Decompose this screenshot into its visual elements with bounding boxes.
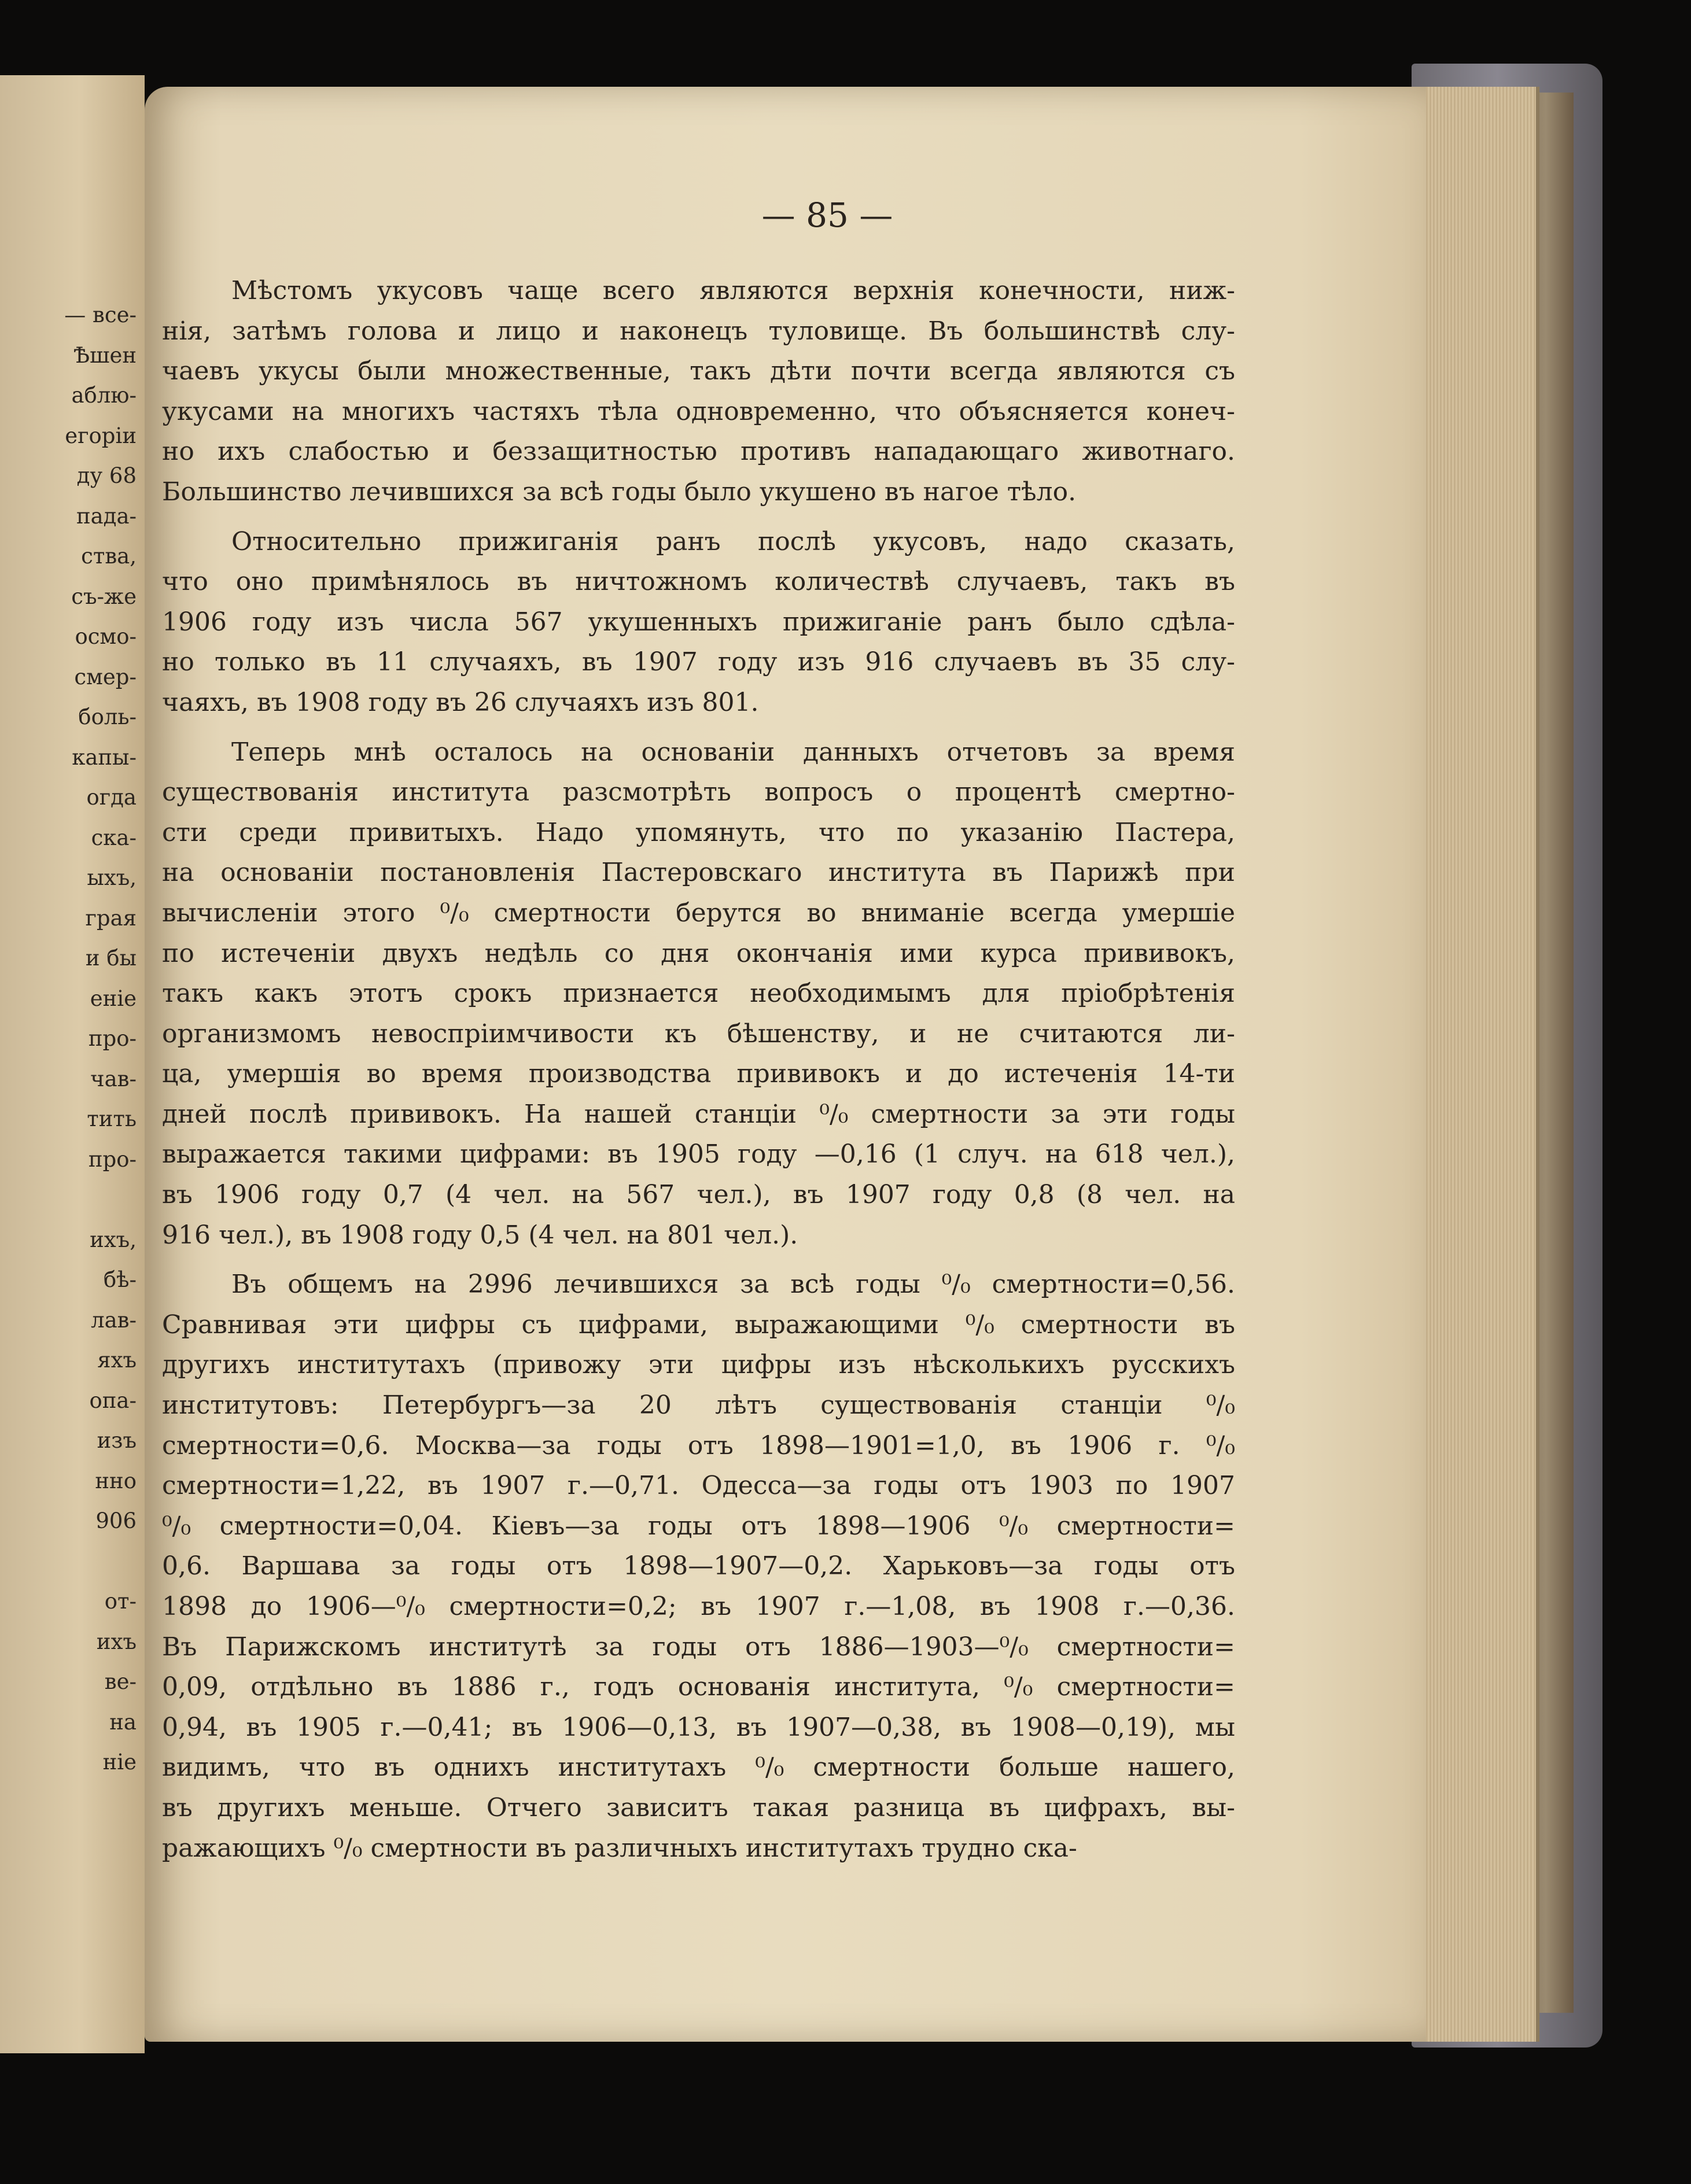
text-line: смертности=1,22, въ 1907 г.—0,71. Одесса—за годы отъ 1903 по 1907 [162, 1471, 1235, 1501]
book-page [145, 87, 1426, 2042]
paragraph-gap [162, 723, 1235, 732]
facing-page-text [3, 295, 137, 1783]
facing-page-line: и бы [85, 946, 137, 971]
paragraph [162, 732, 1235, 1256]
facing-page-line: от- [104, 1589, 137, 1614]
facing-page-line: яхъ [97, 1348, 137, 1373]
text-line: 916 чел.), въ 1908 году 0,5 (4 чел. на 801 чел.). [162, 1220, 798, 1250]
facing-page-line: егоріи [65, 423, 137, 448]
facing-page-line: ихъ [96, 1629, 137, 1654]
text-line: Мѣстомъ укусовъ чаще всего являются верхнія конечности, ниж- [231, 276, 1235, 305]
text-line: 0,94, въ 1905 г.—0,41; въ 1906—0,13, въ 1907—0,38, въ 1908—0,19), мы [162, 1712, 1235, 1742]
facing-page-line: осмо- [75, 624, 137, 649]
page-fore-edge [1420, 87, 1539, 2042]
facing-page-line: огда [86, 785, 137, 810]
facing-page-line: нно [95, 1468, 137, 1493]
text-line: видимъ, что въ однихъ институтахъ ⁰/₀ смертности больше нашего, [162, 1753, 1235, 1783]
facing-page-line: ихъ, [90, 1227, 137, 1252]
text-line: смертности=0,6. Москва—за годы отъ 1898—1901=1,0, въ 1906 г. ⁰/₀ [162, 1430, 1235, 1460]
facing-page-line: ства, [81, 544, 137, 569]
text-line: чаевъ укусы были множественные, такъ дѣти почти всегда являются съ [162, 356, 1235, 386]
facing-page-line: пада- [76, 503, 137, 529]
text-line: такъ какъ этотъ срокъ признается необходимымъ для пріобрѣтенія [162, 979, 1235, 1009]
text-line: ца, умершія во время производства прививокъ и до истеченія 14-ти [162, 1059, 1235, 1089]
text-line: ⁰/₀ смертности=0,04. Кіевъ—за годы отъ 1898—1906 ⁰/₀ смертности= [162, 1511, 1235, 1541]
facing-page-line: изъ [97, 1428, 137, 1453]
text-line: по истеченіи двухъ недѣль со дня окончанія ими курса прививокъ, [162, 938, 1235, 968]
facing-page-line: смер- [74, 664, 137, 689]
text-line: существованія института разсмотрѣть вопросъ о процентѣ смертно- [162, 777, 1235, 807]
text-line: на основаніи постановленія Пастеровскаго института въ Парижѣ при [162, 858, 1235, 888]
paragraph-gap [162, 1255, 1235, 1264]
paragraph [162, 1264, 1235, 1868]
text-line: сти среди привитыхъ. Надо упомянуть, что по указанію Пастера, [162, 817, 1235, 847]
facing-page-line: капы- [72, 744, 137, 770]
facing-page-line: ыхъ, [87, 865, 137, 890]
paragraph [162, 522, 1235, 723]
facing-page-line: ска- [91, 825, 137, 850]
facing-page-line: боль- [78, 704, 137, 729]
facing-page-line: ніе [102, 1750, 137, 1774]
text-line: организмомъ невоспріимчивости къ бѣшенству, и не считаются ли- [162, 1019, 1235, 1049]
facing-page-line: бѣ- [103, 1267, 137, 1292]
text-line: Большинство лечившихся за всѣ годы было укушено въ нагое тѣло. [162, 477, 1077, 507]
facing-page-line: аблю- [71, 383, 137, 408]
facing-page-line: съ-же [71, 584, 137, 609]
text-line: вычисленіи этого ⁰/₀ смертности берутся во вниманіе всегда умершіе [162, 898, 1235, 928]
text-line: 0,6. Варшава за годы отъ 1898—1907—0,2. Харьковъ—за годы отъ [162, 1551, 1235, 1581]
page-body [162, 271, 1235, 1868]
text-line: другихъ институтахъ (привожу эти цифры изъ нѣсколькихъ русскихъ [162, 1350, 1235, 1380]
facing-page-line: на [109, 1709, 137, 1735]
text-line: Сравнивая эти цифры съ цифрами, выражающими ⁰/₀ смертности въ [162, 1309, 1235, 1340]
text-line: выражается такими цифрами: въ 1905 году —0,16 (1 случ. на 618 чел.), [162, 1139, 1235, 1170]
facing-page-line: еніе [90, 986, 137, 1011]
text-line: нія, затѣмъ голова и лицо и наконецъ туловище. Въ большинствѣ слу- [162, 316, 1235, 346]
facing-page-line [3, 1541, 137, 1582]
facing-page [0, 75, 145, 2053]
text-line: ражающихъ ⁰/₀ смертности въ различныхъ институтахъ трудно ска- [162, 1833, 1077, 1863]
text-line: въ 1906 году 0,7 (4 чел. на 567 чел.), въ 1907 году 0,8 (8 чел. на [162, 1180, 1235, 1210]
facing-page-line: про- [88, 1146, 137, 1172]
text-line: но ихъ слабостью и беззащитностью противъ нападающаго животнаго. [162, 437, 1235, 467]
facing-page-line [3, 1179, 137, 1220]
facing-page-line: грая [85, 905, 137, 931]
text-line: 1898 до 1906—⁰/₀ смертности=0,2; въ 1907 г.—1,08, въ 1908 г.—0,36. [162, 1592, 1235, 1621]
text-line: чаяхъ, въ 1908 году въ 26 случаяхъ изъ 801. [162, 687, 759, 717]
paragraph [162, 271, 1235, 512]
facing-page-line: тить [87, 1106, 137, 1131]
facing-page-line: ду 68 [76, 463, 137, 488]
facing-page-line: опа- [89, 1388, 137, 1413]
text-line: но только въ 11 случаяхъ, въ 1907 году изъ 916 случаевъ въ 35 слу- [162, 647, 1235, 677]
text-line: Въ Парижскомъ институтѣ за годы отъ 1886—1903—⁰/₀ смертности= [162, 1632, 1235, 1662]
text-line: дней послѣ прививокъ. На нашей станціи ⁰/₀ смертности за эти годы [162, 1099, 1235, 1129]
text-line: 0,09, отдѣльно въ 1886 г., годъ основанія института, ⁰/₀ смертности= [162, 1672, 1235, 1702]
text-line: укусами на многихъ частяхъ тѣла одновременно, что объясняется конеч- [162, 396, 1235, 426]
text-line: 1906 году изъ числа 567 укушенныхъ прижиганіе ранъ было сдѣла- [162, 607, 1235, 637]
text-line: въ другихъ меньше. Отчего зависитъ такая разница въ цифрахъ, вы- [162, 1792, 1235, 1823]
facing-page-line: чав- [90, 1066, 137, 1091]
facing-page-line: ве- [104, 1669, 137, 1694]
page-number: — 85 — [761, 195, 893, 235]
paragraph-gap [162, 512, 1235, 522]
text-line: что оно примѣнялось въ ничтожномъ количествѣ случаевъ, такъ въ [162, 567, 1235, 597]
facing-page-line: про- [88, 1026, 137, 1051]
facing-page-line: 906 [95, 1508, 137, 1533]
text-line: Относительно прижиганія ранъ послѣ укусовъ, надо сказать, [231, 526, 1235, 556]
text-line: институтовъ: Петербургъ—за 20 лѣтъ существованія станціи ⁰/₀ [162, 1390, 1235, 1421]
facing-page-line: — все- [64, 302, 137, 327]
text-line: Теперь мнѣ осталось на основаніи данныхъ отчетовъ за время [231, 737, 1235, 767]
text-line: Въ общемъ на 2996 лечившихся за всѣ годы ⁰/₀ смертности=0,56. [231, 1270, 1235, 1300]
facing-page-line: лав- [91, 1307, 137, 1333]
facing-page-line: Ѣшен [73, 342, 137, 368]
